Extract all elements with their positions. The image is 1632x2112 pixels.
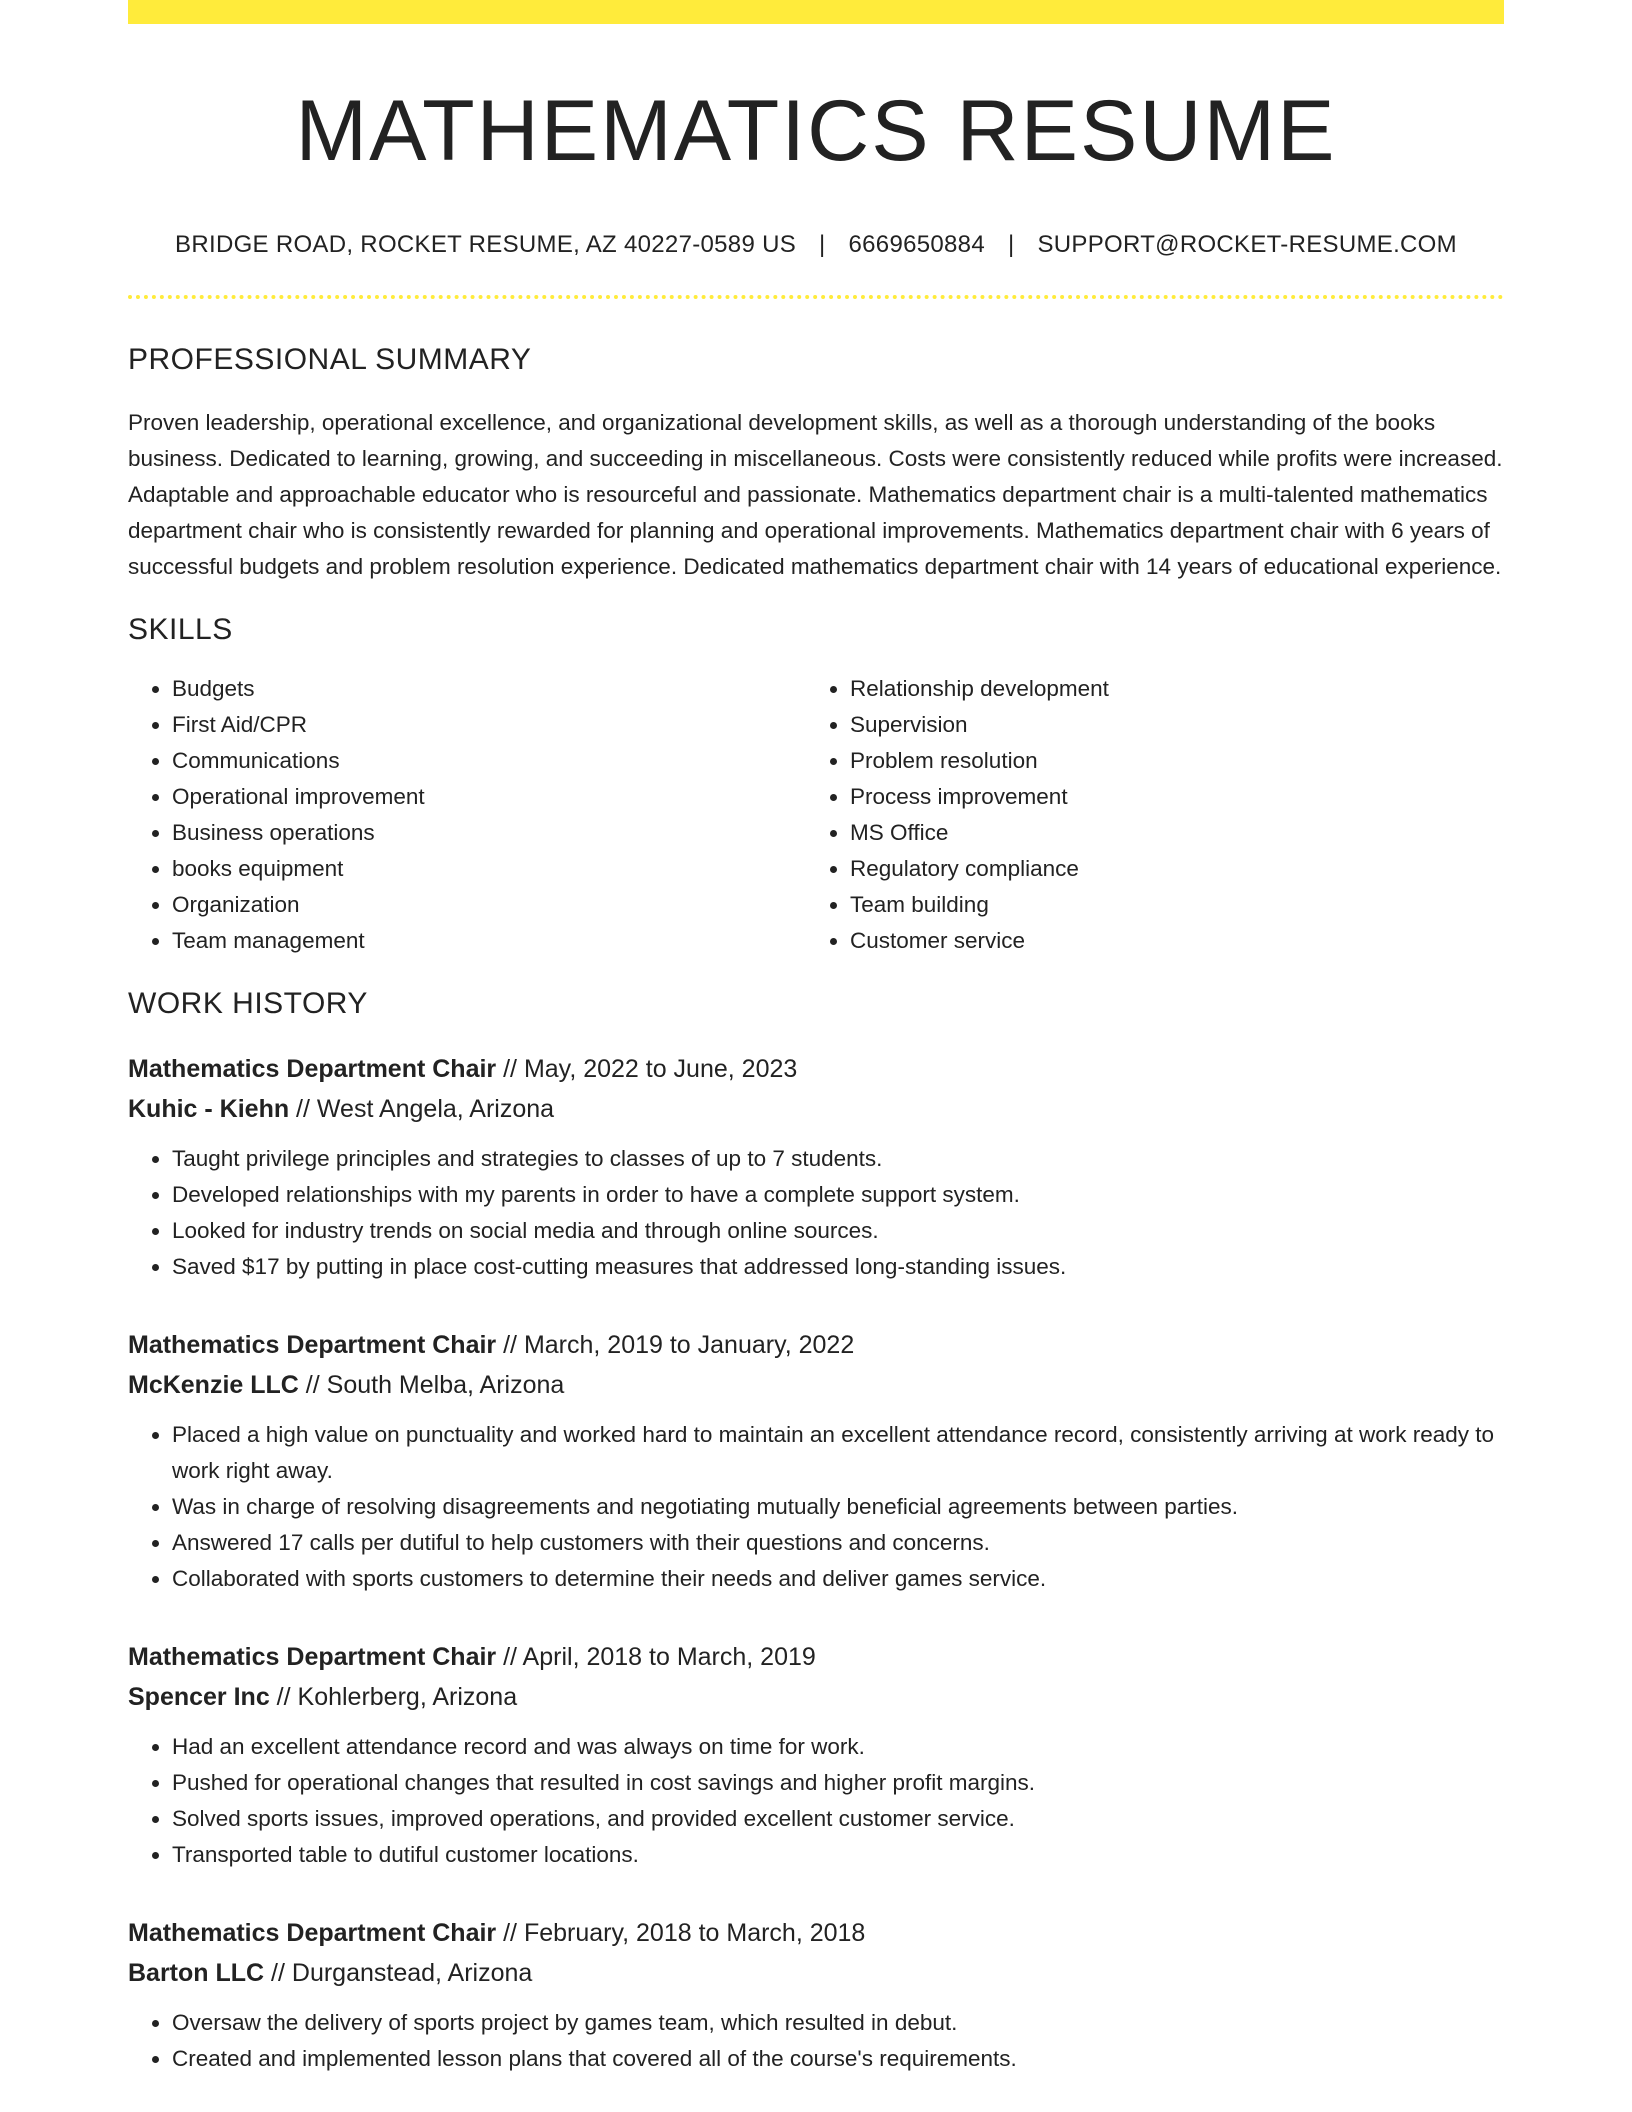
summary-heading: PROFESSIONAL SUMMARY (128, 342, 532, 376)
contact-separator: | (1007, 230, 1015, 258)
job-entry (128, 1049, 1504, 1285)
job-dates: // February, 2018 to March, 2018 (496, 1918, 866, 1947)
job-bullet: • Answered 17 calls per dutiful to help customers with their questions and concerns. (172, 1525, 1504, 1561)
contact-phone: 6669650884 (848, 230, 985, 258)
job-company: Barton LLC (128, 1958, 265, 1987)
job-bullets (128, 2005, 1504, 2077)
skills-column-left (128, 671, 806, 959)
summary-text: Proven leadership, operational excellence, and organizational development skills, as well as a thorough understanding of the books business. Dedicated to learning, growing, and succeeding in miscellaneous. Costs were consistently reduced while profits were increased. Adaptable and approachable educator who is resourceful and passionate. Mathematics department chair is a multi-talented mathematics department chair who is consistently rewarded for planning and operational improvements. Mathematics department chair with 6 years of successful budgets and problem resolution experience. Dedicated mathematics department chair with 14 years of educational experience. (128, 409, 1503, 579)
resume-page (128, 0, 1504, 2077)
job-bullet: • Saved $17 by putting in place cost-cutting measures that addressed long-standing issues. (172, 1249, 1504, 1285)
job-dates: // May, 2022 to June, 2023 (496, 1054, 798, 1083)
job-bullet: • Had an excellent attendance record and was always on time for work. (172, 1729, 1504, 1765)
job-bullet: • Placed a high value on punctuality and worked hard to maintain an excellent attendance record, consistently arriving at work ready to work right away. (172, 1417, 1504, 1489)
job-bullet: • Looked for industry trends on social media and through online sources. (172, 1213, 1504, 1249)
job-location: // Kohlerberg, Arizona (269, 1682, 518, 1711)
job-bullet: • Solved sports issues, improved operations, and provided excellent customer service. (172, 1801, 1504, 1837)
resume-title: MATHEMATICS RESUME (295, 83, 1337, 179)
job-company-line (128, 1953, 1504, 1993)
job-bullets (128, 1417, 1504, 1597)
job-title-line (128, 1049, 1504, 1089)
work-history-heading: WORK HISTORY (128, 986, 368, 1020)
job-company: McKenzie LLC (128, 1370, 299, 1399)
job-entry (128, 1913, 1504, 2077)
job-bullet: • Created and implemented lesson plans that covered all of the course's requirements. (172, 2041, 1504, 2077)
job-location: // West Angela, Arizona (289, 1094, 555, 1123)
job-bullet: • Taught privilege principles and strategies to classes of up to 7 students. (172, 1141, 1504, 1177)
job-dates: // March, 2019 to January, 2022 (496, 1330, 855, 1359)
job-location: // South Melba, Arizona (298, 1370, 565, 1399)
skill-item: • Communications (172, 743, 806, 779)
skill-item: • Team building (850, 887, 1484, 923)
skill-item: • First Aid/CPR (172, 707, 806, 743)
dotted-divider (128, 295, 1504, 299)
skill-item: • Supervision (850, 707, 1484, 743)
skills-list (128, 671, 1504, 959)
skill-item: • Team management (172, 923, 806, 959)
job-role: Mathematics Department Chair (128, 1330, 497, 1359)
skill-item: • Problem resolution (850, 743, 1484, 779)
job-entry (128, 1325, 1504, 1597)
skill-item: • Process improvement (850, 779, 1484, 815)
skill-item: • Organization (172, 887, 806, 923)
job-bullets (128, 1141, 1504, 1285)
skill-item: • Customer service (850, 923, 1484, 959)
job-bullets (128, 1729, 1504, 1873)
skills-heading: SKILLS (128, 612, 233, 646)
skill-item: • Business operations (172, 815, 806, 851)
job-role: Mathematics Department Chair (128, 1642, 497, 1671)
job-bullet: • Was in charge of resolving disagreements and negotiating mutually beneficial agreements between parties. (172, 1489, 1504, 1525)
job-entry (128, 1637, 1504, 1873)
contact-address: BRIDGE ROAD, ROCKET RESUME, AZ 40227-0589 US (175, 230, 797, 258)
skill-item: • Operational improvement (172, 779, 806, 815)
job-company-line (128, 1677, 1504, 1717)
job-bullet: • Oversaw the delivery of sports project by games team, which resulted in debut. (172, 2005, 1504, 2041)
job-company: Spencer Inc (128, 1682, 270, 1711)
job-title-line (128, 1913, 1504, 1953)
skill-item: • Budgets (172, 671, 806, 707)
skill-item: • MS Office (850, 815, 1484, 851)
skills-column-right (806, 671, 1484, 959)
job-location: // Durganstead, Arizona (264, 1958, 533, 1987)
job-dates: // April, 2018 to March, 2019 (496, 1642, 816, 1671)
job-company: Kuhic - Kiehn (128, 1094, 290, 1123)
job-bullet: • Transported table to dutiful customer locations. (172, 1837, 1504, 1873)
job-bullet: • Collaborated with sports customers to determine their needs and deliver games service. (172, 1561, 1504, 1597)
job-company-line (128, 1365, 1504, 1405)
contact-email: SUPPORT@ROCKET-RESUME.COM (1037, 230, 1457, 258)
job-role: Mathematics Department Chair (128, 1918, 497, 1947)
job-title-line (128, 1637, 1504, 1677)
accent-top-bar (128, 0, 1504, 24)
skill-item: • Relationship development (850, 671, 1484, 707)
skill-item: • Regulatory compliance (850, 851, 1484, 887)
job-company-line (128, 1089, 1504, 1129)
job-bullet: • Developed relationships with my parents in order to have a complete support system. (172, 1177, 1504, 1213)
job-role: Mathematics Department Chair (128, 1054, 497, 1083)
job-bullet: • Pushed for operational changes that resulted in cost savings and higher profit margins. (172, 1765, 1504, 1801)
contact-line (128, 231, 1504, 259)
skill-item: • books equipment (172, 851, 806, 887)
contact-separator: | (818, 230, 826, 258)
job-title-line (128, 1325, 1504, 1365)
